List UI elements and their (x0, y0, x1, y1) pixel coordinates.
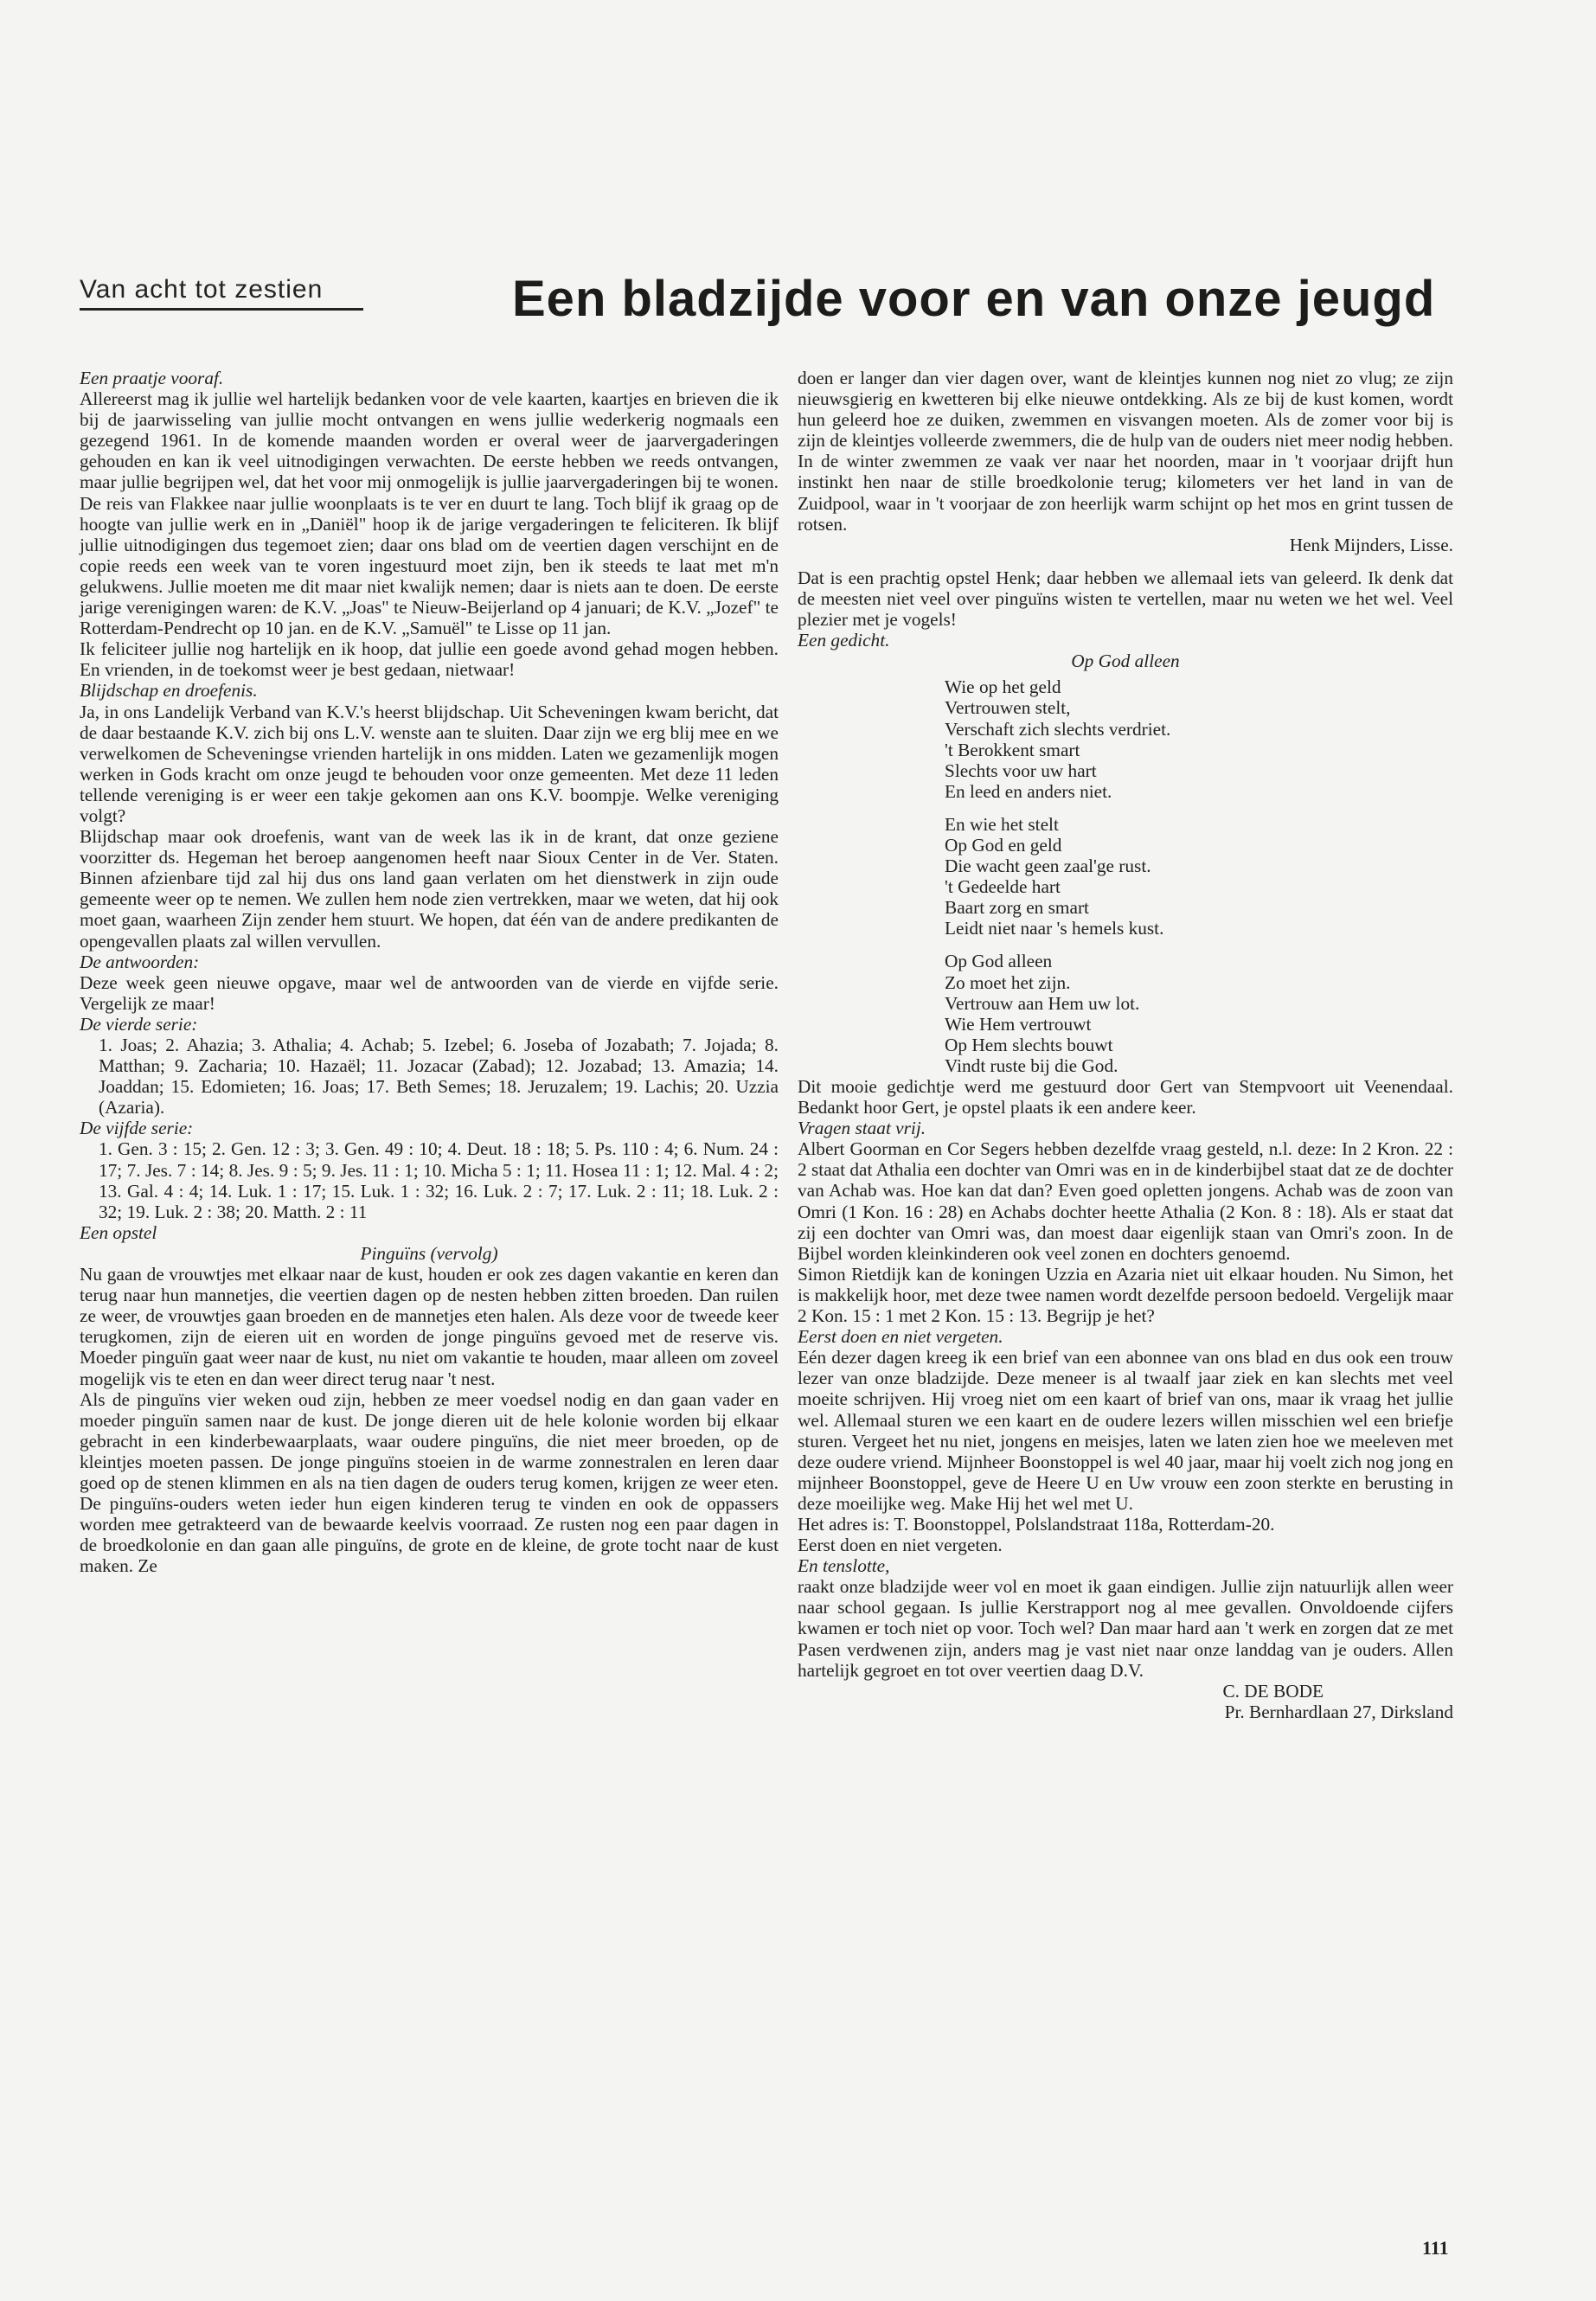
poem-line: Die wacht geen zaal'ge rust. (945, 856, 1151, 877)
paragraph: Simon Rietdijk kan de koningen Uzzia en Azaria niet uit elkaar houden. Nu Simon, het is makkelijk hoor, met deze twee namen wordt dezelfde persoon bedoeld. Vergelijk maar 2 Kon. 15 : 1 met 2 Kon. 15 : 13. Begrijp je het? (798, 1263, 1453, 1327)
page-title: Een bladzijde voor en van onze jeugd (512, 271, 1436, 327)
poem-line: 't Berokkent smart (945, 739, 1080, 760)
paragraph: Eén dezer dagen kreeg ik een brief van een abonnee van ons blad en dus ook een trouw lezer van onze bladzijde. Deze meneer is al twaalf jaar ziek en kan slechts met veel moeite schrijven. Hij vroeg niet om een kaart of brief van ons, maar ik vraag het jullie wel. Allemaal sturen we een kaart en de oudere lezers willen misschien wel een briefje sturen. Vergeet het nu niet, jongens en meisjes, laten we laten zien hoe we meeleven met deze oudere vriend. Mijnheer Boonstoppel is wel 40 jaar, maar hij voelt zich nog jong en mijnheer Boonstoppel, geve de Heere U en Uw vrouw een zoon sterkte en berusting in deze moeilijke weg. Make Hij het wel met U. (798, 1347, 1453, 1514)
address-line: Het adres is: T. Boonstoppel, Polslandstraat 118a, Rotterdam-20. (798, 1513, 1275, 1535)
poem-line: En wie het stelt (945, 813, 1059, 835)
section-heading: De vijfde serie: (80, 1118, 194, 1139)
paragraph: Albert Goorman en Cor Segers hebben dezelfde vraag gesteld, n.l. deze: In 2 Kron. 22 : 2 staat dat Athalia een dochter van Omri was en in de kinderbijbel staat dat ze de dochter van Achab was. Hoe kan dat dan? Even goed opletten jongens. Achab was de zoon van Omri (1 Kon. 16 : 28) en Achabs dochter heette Athalia (2 Kon. 8 : 18). Als er staat dat zij een dochter van Omri was, dan moest daar eigenlijk staan van Omri's zoon. In de Bijbel worden kleinkinderen ook veel zonen en dochters genoemd. (798, 1138, 1453, 1264)
poem-line: Op Hem slechts bouwt (945, 1034, 1113, 1055)
poem-line: Vertrouwen stelt, (945, 697, 1071, 719)
page-number: 111 (1422, 2237, 1449, 2259)
poem-line: Baart zorg en smart (945, 897, 1089, 919)
poem-line: Zo moet het zijn. (945, 971, 1071, 993)
paragraph: Blijdschap maar ook droefenis, want van de week las ik in de krant, dat onze geziene voorzitter ds. Hegeman het beroep aangenomen heeft naar Sioux Center in de Ver. Staten. Binnen afzienbare tijd zal hij dus ons land gaan verlaten om het dienstwerk in zijn oude gemeente weer op te nemen. We zullen hem node zien vertrekken, maar we weten, dat hij ook moet gaan, waarheen Zijn zender hem stuurt. We hopen, dat één van de andere predikanten de opengevallen plaats zal willen vervullen. (80, 826, 779, 952)
poem-line: Leidt niet naar 's hemels kust. (945, 918, 1164, 939)
paragraph: raakt onze bladzijde weer vol en moet ik gaan eindigen. Jullie zijn natuurlijk allen weer naar school gegaan. Is jullie Kerstrapport nog al mee gevallen. Onvoldoende cijfers kwamen er toch niet op voor. Toch wel? Dan maar hard aan 't werk en zorgen dat ze met Pasen verdwenen zijn, anders mag je vast niet naar onze landdag van je ouders. Allen hartelijk gegroet en tot over veertien daag D.V. (798, 1576, 1453, 1681)
poem-line: Op God en geld (945, 834, 1062, 856)
author-address: Pr. Bernhardlaan 27, Dirksland (1224, 1701, 1453, 1722)
section-heading: Een praatje vooraf. (80, 368, 224, 388)
paragraph: Allereerst mag ik jullie wel hartelijk bedanken voor de vele kaarten, kaartjes en brieven die ik bij de jaarwisseling van jullie mocht ontvangen en wens jullie wederkerig nogmaals een gezegend 1961. In de komende maanden worden er overal weer de jaarvergaderingen gehouden en kan ik veel uitnodigingen verwachten. De eerste hebben we reeds ontvangen, maar jullie begrijpen wel, dat het voor mij onmogelijk is jullie jaarvergaderingen bij te wonen. De reis van Flakkee naar jullie woonplaats is te ver en duurt te lang. Toch blijf ik graag op de hoogte van jullie werk en in „Daniël" hoop ik de jarige vergaderingen te feliciteren. Ik blijf jullie uitnodigingen dus tegemoet zien; daar ons blad om de veertien dagen verschijnt en de copie reeds een week van te voren ingestuurd moet zijn, ben ik steeds te laat met m'n gelukwens. Jullie moeten me dit maar niet kwalijk nemen; daar is niets aan te doen. De eerste jarige verenigingen waren: de K.V. „Joas" te Nieuw-Beijerland op 4 januari; de K.V. „Jozef" te Rotterdam-Pendrecht op 10 jan. en de K.V. „Samuël" te Lisse op 11 jan. (80, 388, 779, 639)
paragraph: Dit mooie gedichtje werd me gestuurd door Gert van Stempvoort uit Veenendaal. Bedankt hoor Gert, je opstel plaats ik een andere keer. (798, 1076, 1453, 1118)
author-name: C. DE BODE (1222, 1680, 1324, 1702)
section-heading: Een gedicht. (798, 630, 890, 651)
paragraph: Nu gaan de vrouwtjes met elkaar naar de kust, houden er ook zes dagen vakantie en keren dan terug naar hun mannetjes, die veertien dagen op de nesten hebben zitten broeden. Dan ruilen ze weer, de vrouwtjes gaan broeden en de mannetjes eten halen. Als deze voor de tweede keer terugkomen, zijn de eieren uit en worden de jonge pinguïns gevoed met de reserve vis. Moeder pinguïn gaat weer naar de kust, nu niet om vakantie te houden, maar alleen om zoveel mogelijk vis te eten en dan weer direct terug naar 't nest. (80, 1264, 779, 1389)
poem-line: 't Gedeelde hart (945, 876, 1061, 898)
section-heading: Een opstel (80, 1221, 157, 1243)
section-label: Van acht tot zestien (80, 275, 324, 304)
paragraph: Als de pinguïns vier weken oud zijn, hebben ze meer voedsel nodig en dan gaan vader en moeder pinguïn samen naar de kust. De jonge dieren uit de hele kolonie worden bij elkaar gebracht in een kinderbewaarplaats, waar oudere pinguïns, die niet meer broeden, op de kleintjes moeten passen. De jonge pinguïns stoeien in de warme zonnestralen en leren daar goed op de stenen klimmen en als na tien dagen de ouders terug komen, krijgen ze weer eten. De pinguïns-ouders weten ieder hun eigen kinderen terug te vinden en ook de oppassers worden mee getrakteerd van de bewaarde keelvis voorraad. Ze rusten nog een paar dagen in de broedkolonie en dan gaan alle pinguïns, de grote en de kleine, de grote tocht naar de kust maken. Ze (80, 1388, 779, 1577)
essay-title: Pinguïns (vervolg) (360, 1242, 498, 1264)
author-signature: Henk Mijnders, Lisse. (1289, 534, 1453, 555)
answer-list: 1. Gen. 3 : 15; 2. Gen. 12 : 3; 3. Gen. 49 : 10; 4. Deut. 18 : 18; 5. Ps. 110 : 4; 6. Num. 24 : 17; 7. Jes. 7 : 14; 8. Jes. 9 : 5; 9. Jes. 11 : 1; 10. Micha 5 : 1; 11. Hosea 11 : 1; 12. Mal. 4 : 2; 13. Gal. 4 : 4; 14. Luk. 1 : 17; 15. Luk. 1 : 32; 16. Luk. 2 : 7; 17. Luk. 2 : 11; 18. Luk. 2 : 32; 19. Luk. 2 : 38; 20. Matth. 2 : 11 (99, 1138, 779, 1222)
poem-line: Verschaft zich slechts verdriet. (945, 718, 1171, 740)
section-heading: De vierde serie: (80, 1013, 198, 1035)
section-underline (80, 308, 363, 311)
paragraph: Ik feliciteer jullie nog hartelijk en ik hoop, dat jullie een goede avond gehad mogen hebben. En vrienden, in de toekomst weer je best gedaan, nietwaar! (80, 638, 779, 681)
paragraph: Dat is een prachtig opstel Henk; daar hebben we allemaal iets van geleerd. Ik denk dat de meesten niet veel over pinguïns wisten te vertellen, maar nu weten we het wel. Veel plezier met je vogels! (798, 567, 1453, 631)
section-heading: En tenslotte, (798, 1555, 890, 1577)
poem-line: En leed en anders niet. (945, 780, 1112, 802)
paragraph: Ja, in ons Landelijk Verband van K.V.'s heerst blijdschap. Uit Scheveningen kwam bericht, dat de daar bestaande K.V. zich bij ons L.V. wenste aan te sluiten. Daar zijn we erg blij mee en we verwelkomen de Scheveningse vrienden hartelijk in ons midden. Laten we gezamenlijk mogen werken in Gods kracht om onze jeugd te behouden voor onze gemeenten. Met deze 11 leden tellende vereniging is er weer een takje gekomen aan ons K.V. boompje. Welke vereniging volgt? (80, 701, 779, 826)
section-heading: De antwoorden: (80, 951, 200, 972)
poem-line: Vindt ruste bij die God. (945, 1054, 1118, 1076)
section-heading: Blijdschap en droefenis. (80, 680, 258, 702)
paragraph: Deze week geen nieuwe opgave, maar wel de antwoorden van de vierde en vijfde serie. Vergelijk ze maar! (80, 971, 779, 1014)
section-heading: Vragen staat vrij. (798, 1118, 926, 1139)
answer-list: 1. Joas; 2. Ahazia; 3. Athalia; 4. Achab; 5. Izebel; 6. Joseba of Jozabath; 7. Jojada; 8. Matthan; 9. Zacharia; 10. Hazaël; 11. Jozacar (Zabad); 12. Jozabad; 13. Amazia; 14. Joaddan; 15. Edomieten; 16. Joas; 17. Beth Semes; 18. Jeruzalem; 19. Lachis; 20. Uzzia (Azaria). (99, 1035, 779, 1118)
poem-line: Op God alleen (945, 951, 1053, 972)
poem-line: Wie Hem vertrouwt (945, 1013, 1092, 1035)
paragraph: Eerst doen en niet vergeten. (798, 1535, 1003, 1556)
poem (798, 676, 1453, 1076)
poem-title: Op God alleen (1071, 651, 1180, 672)
poem-line: Slechts voor uw hart (945, 760, 1097, 781)
poem-line: Wie op het geld (945, 676, 1061, 698)
paragraph: doen er langer dan vier dagen over, want de kleintjes kunnen nog niet zo vlug; ze zijn nieuwsgierig en kwetteren bij elke nieuwe ontdekking. Als ze bij de kust komen, wordt hun geleerd hoe ze duiken, zwemmen en visvangen moeten. Als de zomer voor bij is zijn de kleintjes volleerde zwemmers, die de hulp van de ouders niet meer nodig hebben. In de winter zwemmen ze vaak ver naar het noorden, maar in 't voorjaar drijft hun instinkt hen naar de stille broedkolonie terug; kilometers ver het land in van de Zuidpool, waar in 't voorjaar de zon heerlijk warm schijnt op het mos en grint tussen de rotsen. (798, 368, 1453, 535)
section-heading: Eerst doen en niet vergeten. (798, 1326, 1003, 1348)
right-column (798, 368, 1453, 1722)
left-column (80, 368, 779, 1576)
poem-line: Vertrouw aan Hem uw lot. (945, 992, 1140, 1014)
